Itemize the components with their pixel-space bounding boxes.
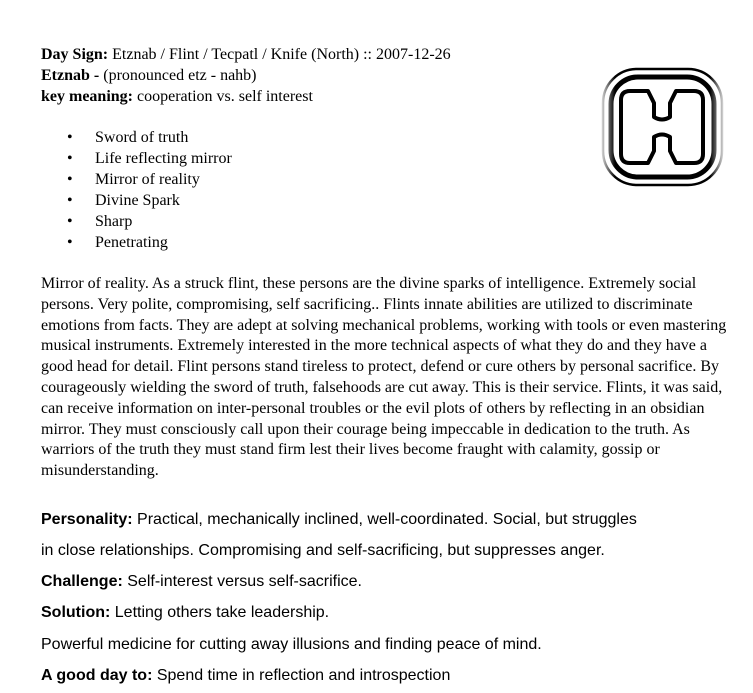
description-paragraph: Mirror of reality. As a struck flint, these persons are the divine sparks of intelligence. Extremely social persons. Very polite, compromising, self sacrificing.. Flints innate abilities are utilized to discriminate emotions from facts. They are adept at solving mechanical problems, working with tools or even mastering musical instruments. Extremely interested in the more technical aspects of what they do and they have a good head for detail. Flint persons stand tireless to protect, defend or cure others by personal sacrifice. By courageously wielding the sword of truth, falsehoods are cut away. This is their service. Flints, it was said, can receive information on inter-personal troubles or the evil plots of others by reflecting in an obsidian mirror. They must consciously call upon their courage being impeccable in dedication to the truth. As warriors of the truth they must stand firm lest their lives become fraught with calamity, gossip or misunderstanding. <box>41 275 727 480</box>
personality-text-1: Practical, mechanically inclined, well-coordinated. Social, but struggles <box>137 511 637 528</box>
pronunciation: (pronounced etz - nahb) <box>103 67 257 84</box>
personality-line-1 <box>41 510 637 530</box>
solution-text: Letting others take leadership. <box>114 604 330 621</box>
list-item: • Divine Spark <box>41 190 232 211</box>
list-item: • Penetrating <box>41 232 232 253</box>
solution-label: Solution: <box>41 604 111 621</box>
day-sign-label: Day Sign: <box>41 46 109 63</box>
day-sign-value: Etznab / Flint / Tecpatl / Knife (North) :: 2007-12-26 <box>112 46 451 63</box>
good-day-text: Spend time in reflection and introspection <box>156 667 451 684</box>
day-sign-line <box>41 44 451 65</box>
list-item: • Sword of truth <box>41 127 232 148</box>
name-label: Etznab - <box>41 67 100 84</box>
day-sign-header <box>41 44 451 107</box>
medicine-text: Powerful medicine for cutting away illusions and finding peace of mind. <box>41 636 542 653</box>
key-meaning-label: key meaning: <box>41 88 133 105</box>
personality-text-2: in close relationships. Compromising and self-sacrificing, but suppresses anger. <box>41 542 605 559</box>
solution-line <box>41 603 329 623</box>
list-item: • Mirror of reality <box>41 169 232 190</box>
traits-list <box>41 127 232 253</box>
list-item: • Sharp <box>41 211 232 232</box>
good-day-line <box>41 666 450 686</box>
key-meaning-value: cooperation vs. self interest <box>137 88 313 105</box>
challenge-line <box>41 572 362 592</box>
key-meaning-line <box>41 86 451 107</box>
challenge-label: Challenge: <box>41 573 123 590</box>
personality-label: Personality: <box>41 511 133 528</box>
medicine-line <box>41 635 542 655</box>
list-item: • Life reflecting mirror <box>41 148 232 169</box>
challenge-text: Self-interest versus self-sacrifice. <box>127 573 362 590</box>
personality-line-2 <box>41 541 605 561</box>
name-line <box>41 65 451 86</box>
etznab-glyph-icon <box>600 66 725 188</box>
good-day-label: A good day to: <box>41 667 153 684</box>
